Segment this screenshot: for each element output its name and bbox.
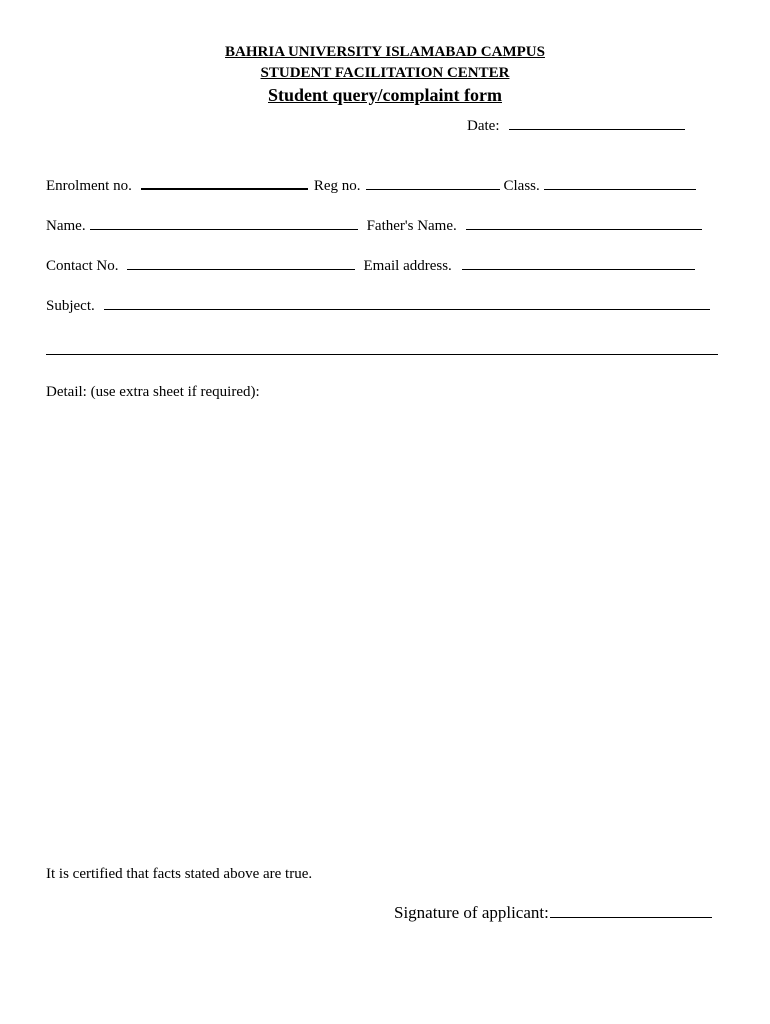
form-title: Student query/complaint form bbox=[268, 85, 502, 105]
email-label: Email address. bbox=[363, 258, 452, 274]
email-field[interactable] bbox=[462, 268, 695, 270]
contact-label: Contact No. bbox=[46, 258, 119, 274]
name-field[interactable] bbox=[90, 228, 358, 230]
certification-text: It is certified that facts stated above are true. bbox=[46, 866, 313, 882]
father-name-label: Father's Name. bbox=[366, 218, 457, 234]
date-row bbox=[467, 118, 691, 135]
reg-label: Reg no. bbox=[313, 178, 361, 194]
date-field[interactable] bbox=[509, 128, 685, 130]
enrolment-field[interactable] bbox=[141, 187, 308, 190]
contact-row bbox=[46, 258, 695, 275]
subject-continuation-line[interactable] bbox=[46, 354, 718, 355]
subject-label: Subject. bbox=[46, 298, 95, 314]
signature-field[interactable] bbox=[550, 916, 712, 918]
father-name-field[interactable] bbox=[466, 228, 702, 230]
subject-field[interactable] bbox=[104, 308, 710, 310]
name-label: Name. bbox=[46, 218, 86, 234]
signature-row bbox=[394, 903, 712, 923]
university-name: BAHRIA UNIVERSITY ISLAMABAD CAMPUS bbox=[225, 44, 545, 60]
detail-label: Detail: (use extra sheet if required): bbox=[46, 384, 260, 400]
center-name: STUDENT FACILITATION CENTER bbox=[260, 65, 510, 81]
enrolment-row bbox=[46, 178, 696, 195]
name-row bbox=[46, 218, 702, 235]
contact-field[interactable] bbox=[127, 268, 355, 270]
reg-field[interactable] bbox=[366, 188, 500, 190]
subject-row bbox=[46, 298, 710, 315]
enrolment-label: Enrolment no. bbox=[46, 178, 132, 194]
class-label: Class. bbox=[503, 178, 540, 194]
class-field[interactable] bbox=[544, 188, 696, 190]
signature-label: Signature of applicant: bbox=[394, 903, 549, 922]
date-label: Date: bbox=[467, 118, 500, 134]
